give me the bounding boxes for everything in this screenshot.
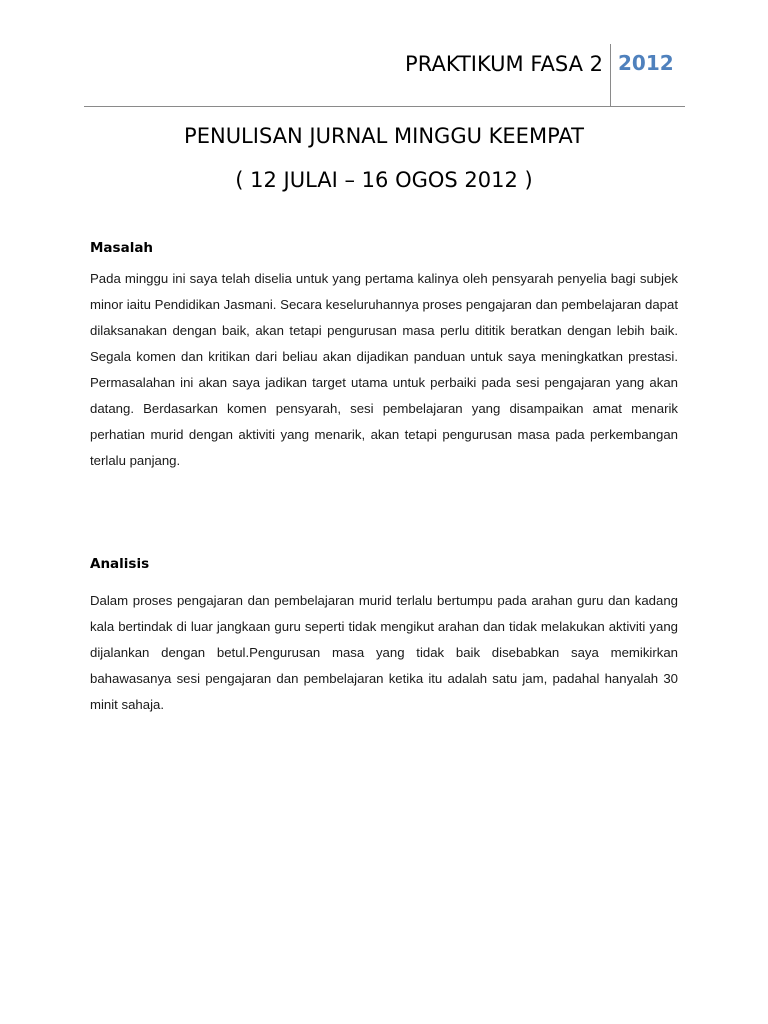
header-year: 2012 bbox=[618, 51, 674, 75]
section-heading-masalah: Masalah bbox=[90, 240, 154, 256]
header-rule bbox=[84, 106, 685, 107]
header-title: PRAKTIKUM FASA 2 bbox=[405, 52, 603, 76]
section-body-masalah: Pada minggu ini saya telah diselia untuk yang pertama kalinya oleh pensyarah penyelia bagi subjek minor iaitu Pendidikan Jasmani. Secara keseluruhannya proses pengajaran dan pembelajaran dapat dilaksanakan dengan baik, akan tetapi pengurusan masa perlu dititik beratkan dengan lebih baik. Segala komen dan kritikan dari beliau akan dijadikan panduan untuk saya meningkatkan prestasi. Permasalahan ini akan saya jadikan target utama untuk perbaiki pada sesi pengajaran yang akan datang. Berdasarkan komen pensyarah, sesi pembelajaran yang disampaikan amat menarik perhatian murid dengan aktiviti yang menarik, akan tetapi pengurusan masa pada perkembangan terlalu panjang. bbox=[90, 271, 678, 468]
section-heading-analisis: Analisis bbox=[90, 556, 150, 572]
section-body-analisis: Dalam proses pengajaran dan pembelajaran murid terlalu bertumpu pada arahan guru dan kadang kala bertindak di luar jangkaan guru seperti tidak mengikut arahan dan tidak melakukan aktiviti yang dijalankan dengan betul.Pengurusan masa yang tidak baik disebabkan saya memikirkan bahawasanya sesi pengajaran dan pembelajaran ketika itu adalah satu jam, padahal hanyalah 30 minit sahaja. bbox=[90, 593, 678, 712]
document-subtitle: ( 12 JULAI – 16 OGOS 2012 ) bbox=[235, 168, 533, 192]
header-divider bbox=[610, 44, 611, 106]
document-title: PENULISAN JURNAL MINGGU KEEMPAT bbox=[184, 124, 584, 148]
page-header bbox=[84, 44, 685, 106]
